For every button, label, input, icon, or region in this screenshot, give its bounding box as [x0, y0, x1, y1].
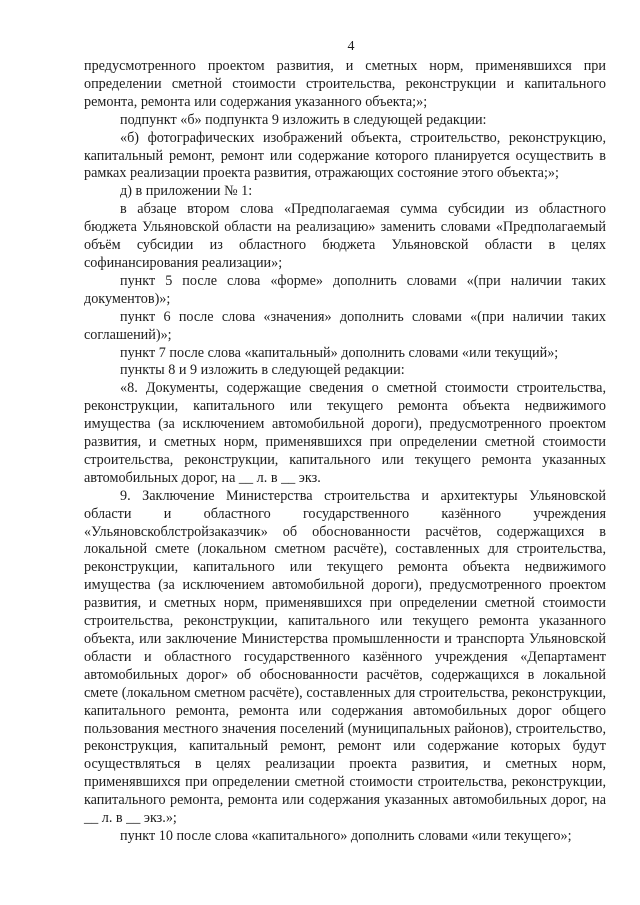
paragraph-12: пункт 10 после слова «капитального» дополнить словами «или текущего»; — [120, 827, 572, 844]
paragraph-7: пункт 6 после слова «значения» дополнить словами «(при наличии таких соглашений)»; — [84, 308, 606, 343]
page-number: 4 — [347, 39, 355, 54]
paragraph-5: в абзаце втором слова «Предполагаемая сумма субсидии из областного бюджета Ульяновской области на реализацию» заменить словами «Предполагаемый объём субсидии из областного бюджета Ульяновской области в целях софинансирования реализации»; — [84, 201, 606, 271]
paragraph-2: подпункт «б» подпункта 9 изложить в следующей редакции: — [120, 111, 487, 128]
paragraph-1: предусмотренного проектом развития, и сметных норм, применявшихся при определении сметной стоимости строительства, реконструкции и капитального ремонта, ремонта или содержания указанного объекта;»; — [84, 58, 606, 110]
paragraph-11: 9. Заключение Министерства строительства и архитектуры Ульяновской области и областного государственного казённого учреждения «Ульяновскоблстройзаказчик» об обоснованности расчётов, содержащихся в локальной смете (локальном сметном расчёте), составленных для строительства, реконструкции, капитального или текущего ремонта объекта недвижимого имущества (за исключением автомобильной дороги), предусмотренного проектом развития, и сметных норм, применявшихся при определении сметной стоимости строительства, реконструкции, капитального или текущего ремонта указанного объекта, или заключение Министерства промышленности и транспорта Ульяновской области и областного государственного казённого учреждения «Департамент автомобильных дорог» об обоснованности расчётов, содержащихся в локальной смете (локальном сметном расчёте), составленных для строительства, реконструкции, капитального ремонта, ремонта или содержания автомобильных дорог общего пользования местного значения поселений (муниципальных районов), строительство, реконструкция, капитальный ремонт, ремонт или содержание которых будут осуществляться в целях реализации проекта развития, и сметных норм, применявшихся при определении сметной стоимости строительства, реконструкции, капитального ремонта, ремонта или содержания указанных автомобильных дорог, на __ л. в __ экз.»; — [84, 487, 606, 827]
paragraph-4: д) в приложении № 1: — [120, 183, 253, 200]
document-body — [84, 58, 606, 846]
paragraph-6: пункт 5 после слова «форме» дополнить словами «(при наличии таких документов)»; — [84, 272, 606, 307]
paragraph-8: пункт 7 после слова «капитальный» дополнить словами «или текущий»; — [120, 344, 559, 361]
paragraph-3: «б) фотографических изображений объекта, строительство, реконструкцию, капитальный ремонт, ремонт или содержание которого планируется осуществить в рамках реализации проекта развития, отражающих состояние этого объекта;»; — [84, 129, 606, 182]
paragraph-9: пункты 8 и 9 изложить в следующей редакции: — [120, 362, 405, 379]
paragraph-10: «8. Документы, содержащие сведения о сметной стоимости строительства, реконструкции, капитального или текущего ремонта объекта недвижимого имущества (за исключением автомобильной дороги), предусмотренного проектом развития, и сметных норм, применявшихся при определении сметной стоимости строительства, реконструкции, капитального или текущего ремонта указанных автомобильных дорог, на __ л. в __ экз. — [84, 380, 606, 486]
